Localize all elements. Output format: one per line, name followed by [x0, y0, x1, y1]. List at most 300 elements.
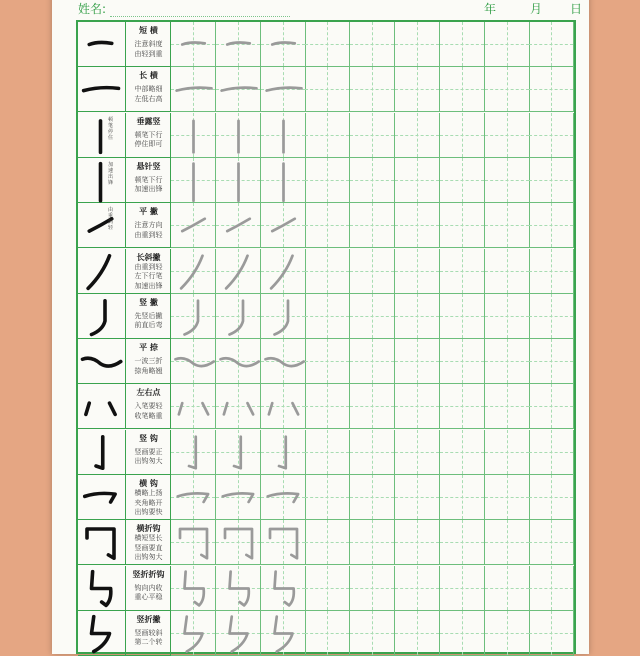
left-right-dots-stroke-icon [78, 384, 126, 429]
practice-cell[interactable] [171, 203, 216, 248]
stroke-tip-line: 中部略细 [134, 85, 163, 94]
practice-cell[interactable] [305, 22, 350, 67]
guide-line-vertical [372, 203, 373, 247]
practice-cell[interactable] [440, 203, 485, 248]
needle-vertical-trace-icon [171, 158, 216, 203]
practice-cell[interactable] [261, 249, 306, 294]
practice-cell[interactable] [350, 475, 395, 520]
stroke-title: 竖 撇 [139, 296, 158, 307]
practice-cell[interactable] [350, 22, 395, 67]
practice-cell[interactable] [485, 67, 530, 112]
guide-line-vertical [327, 203, 328, 247]
practice-cell[interactable] [395, 566, 440, 611]
flat-right-falling-stroke-icon [78, 339, 126, 384]
guide-line-vertical [551, 22, 552, 66]
guide-line-vertical [372, 249, 373, 293]
horizontal-turn-hook-trace-icon [171, 520, 216, 565]
practice-cell[interactable] [261, 22, 306, 67]
practice-cell[interactable] [171, 294, 216, 339]
practice-cell[interactable] [305, 475, 350, 520]
stroke-tip-line: 横短竖长 [134, 534, 163, 543]
vertical-turn-turn-hook-trace-icon [171, 566, 216, 611]
needle-vertical-trace-icon [261, 158, 306, 203]
guide-line-vertical [327, 566, 328, 610]
flat-right-falling-trace-icon [261, 339, 306, 384]
long-horizontal-demo-icon [78, 67, 123, 112]
vertical-turn-left-falling-trace-icon [261, 611, 306, 656]
vertical-left-falling-demo-icon [78, 294, 123, 339]
practice-cell[interactable] [305, 339, 350, 384]
stroke-tip-line: 先竖后撇 [134, 311, 163, 320]
guide-line-vertical [327, 339, 328, 383]
practice-cell[interactable] [440, 339, 485, 384]
stroke-description [126, 158, 171, 203]
stroke-title: 短 横 [139, 25, 158, 35]
practice-cell[interactable] [350, 113, 395, 158]
practice-cell[interactable] [305, 67, 350, 112]
practice-cell[interactable] [216, 384, 261, 429]
name-field[interactable] [110, 16, 290, 17]
guide-line-vertical [462, 566, 463, 610]
practice-cell[interactable] [395, 113, 440, 158]
practice-cell[interactable] [216, 113, 261, 158]
practice-cell[interactable] [216, 430, 261, 475]
stroke-tip-line: 横略上扬 [134, 489, 163, 497]
practice-cell[interactable] [216, 520, 261, 565]
practice-cell[interactable] [261, 611, 306, 656]
guide-line-vertical [327, 113, 328, 157]
practice-cell[interactable] [171, 611, 216, 656]
practice-cell[interactable] [440, 22, 485, 67]
stroke-row [78, 294, 574, 339]
guide-line-vertical [327, 475, 328, 519]
practice-cell[interactable] [529, 22, 574, 67]
guide-line-vertical [551, 113, 552, 157]
flat-left-falling-stroke-icon [78, 203, 126, 248]
vertical-hook-demo-icon [78, 430, 123, 475]
flat-left-falling-trace-icon [171, 203, 216, 248]
vertical-hook-trace-icon [216, 430, 261, 475]
short-horizontal-demo-icon [78, 22, 123, 67]
needle-vertical-trace-icon [216, 158, 261, 203]
practice-cell[interactable] [261, 158, 306, 203]
stroke-tip-line: 前直后弯 [134, 321, 163, 330]
stroke-description [126, 611, 171, 656]
practice-cell[interactable] [485, 475, 530, 520]
stroke-title: 横折钩 [136, 523, 161, 534]
practice-cell[interactable] [529, 475, 574, 520]
practice-cell[interactable] [171, 384, 216, 429]
practice-cell[interactable] [485, 249, 530, 294]
stroke-tip-line: 一波三折 [134, 357, 163, 366]
practice-cell[interactable] [216, 475, 261, 520]
practice-cell[interactable] [529, 611, 574, 656]
guide-line-vertical [507, 113, 508, 157]
guide-line-vertical [462, 203, 463, 247]
stroke-tip-line: 竖画较斜 [134, 628, 163, 637]
practice-cell[interactable] [485, 158, 530, 203]
practice-cell[interactable] [440, 294, 485, 339]
practice-cell[interactable] [395, 339, 440, 384]
practice-cell[interactable] [216, 294, 261, 339]
vertical-turn-left-falling-stroke-icon [78, 611, 126, 656]
practice-cell[interactable] [171, 22, 216, 67]
guide-line-vertical [462, 67, 463, 111]
dew-vertical-trace-icon [171, 113, 216, 158]
guide-line-vertical [507, 339, 508, 383]
guide-line-vertical [417, 22, 418, 66]
guide-line-vertical [372, 611, 373, 655]
practice-cell[interactable] [529, 430, 574, 475]
practice-cell[interactable] [395, 249, 440, 294]
stroke-tip-line: 入笔要轻 [134, 402, 163, 411]
stroke-tip-line: 竖画要直 [134, 543, 163, 552]
guide-line-vertical [417, 158, 418, 202]
practice-cell[interactable] [440, 520, 485, 565]
guide-line-vertical [507, 203, 508, 247]
horizontal-hook-trace-icon [261, 475, 306, 520]
practice-cell[interactable] [305, 203, 350, 248]
left-right-dots-trace-icon [216, 384, 261, 429]
stroke-title: 横 钩 [139, 478, 158, 488]
practice-cell[interactable] [485, 203, 530, 248]
practice-cell[interactable] [485, 520, 530, 565]
practice-cell[interactable] [395, 430, 440, 475]
stroke-tip-line: 左低右高 [134, 94, 163, 103]
practice-cell[interactable] [529, 158, 574, 203]
guide-line-vertical [327, 294, 328, 338]
practice-cell[interactable] [261, 113, 306, 158]
practice-cell[interactable] [395, 67, 440, 112]
practice-cell[interactable] [395, 611, 440, 656]
long-horizontal-trace-icon [216, 67, 261, 112]
practice-cell[interactable] [350, 384, 395, 429]
guide-line-vertical [462, 113, 463, 157]
practice-cell[interactable] [216, 158, 261, 203]
practice-cell[interactable] [261, 294, 306, 339]
guide-line-vertical [462, 384, 463, 428]
stroke-tip-line: 出钩要快 [134, 508, 163, 516]
guide-line-vertical [551, 294, 552, 338]
practice-cell[interactable] [395, 294, 440, 339]
vertical-turn-turn-hook-stroke-icon [78, 566, 126, 611]
stroke-tip-line: 夹角略开 [134, 498, 163, 507]
stroke-tip-line: 重心平稳 [134, 593, 163, 602]
stroke-description [126, 384, 171, 429]
guide-line-vertical [327, 384, 328, 428]
stroke-description [126, 294, 171, 339]
stroke-row [78, 158, 574, 203]
practice-cell[interactable] [529, 294, 574, 339]
name-label: 姓名: [78, 2, 107, 16]
practice-cell[interactable] [440, 113, 485, 158]
guide-line-vertical [507, 294, 508, 338]
practice-cell[interactable] [305, 430, 350, 475]
stroke-side-note: 顿笔停住 [108, 116, 114, 141]
stroke-tip-line: 停住即可 [134, 140, 163, 149]
practice-cell[interactable] [529, 249, 574, 294]
practice-cell[interactable] [305, 113, 350, 158]
practice-cell[interactable] [261, 203, 306, 248]
practice-cell[interactable] [440, 611, 485, 656]
guide-line-vertical [327, 67, 328, 111]
flat-right-falling-trace-icon [216, 339, 261, 384]
practice-cell[interactable] [395, 520, 440, 565]
practice-cell[interactable] [305, 566, 350, 611]
practice-cell[interactable] [350, 158, 395, 203]
practice-cell[interactable] [485, 566, 530, 611]
stroke-tip-line: 加速出锋 [134, 185, 163, 194]
practice-cell[interactable] [485, 611, 530, 656]
stroke-description [126, 203, 171, 248]
short-horizontal-trace-icon [171, 22, 216, 67]
practice-cell[interactable] [350, 520, 395, 565]
stroke-description [126, 520, 171, 565]
guide-line-vertical [507, 475, 508, 519]
stroke-title: 悬针竖 [136, 160, 161, 171]
long-left-falling-demo-icon [78, 249, 123, 294]
guide-line-vertical [372, 113, 373, 157]
guide-line-vertical [372, 384, 373, 428]
practice-cell[interactable] [216, 611, 261, 656]
guide-line-vertical [417, 384, 418, 428]
practice-cell[interactable] [261, 384, 306, 429]
guide-line-vertical [462, 294, 463, 338]
practice-grid [76, 20, 576, 654]
practice-cell[interactable] [395, 203, 440, 248]
dew-vertical-trace-icon [261, 113, 306, 158]
practice-cell[interactable] [440, 249, 485, 294]
stroke-tip-line: 加速出锋 [134, 281, 163, 290]
practice-cell[interactable] [395, 158, 440, 203]
practice-cell[interactable] [171, 520, 216, 565]
stroke-tip-line: 捺角略翘 [134, 366, 163, 375]
practice-cell[interactable] [485, 294, 530, 339]
stroke-tip-line: 左下行笔 [134, 272, 163, 280]
practice-cell[interactable] [216, 566, 261, 611]
practice-cell[interactable] [350, 611, 395, 656]
stroke-tip-line: 竖画要正 [134, 447, 163, 456]
practice-cell[interactable] [305, 520, 350, 565]
guide-line-vertical [372, 475, 373, 519]
practice-cell[interactable] [171, 158, 216, 203]
practice-cell[interactable] [261, 566, 306, 611]
practice-cell[interactable] [171, 249, 216, 294]
stroke-description [126, 339, 171, 384]
practice-cell[interactable] [305, 611, 350, 656]
practice-cell[interactable] [171, 113, 216, 158]
practice-cell[interactable] [440, 475, 485, 520]
guide-line-vertical [551, 384, 552, 428]
practice-cell[interactable] [485, 22, 530, 67]
practice-cell[interactable] [261, 520, 306, 565]
stroke-row [78, 430, 574, 475]
guide-line-vertical [417, 430, 418, 474]
guide-line-vertical [327, 611, 328, 655]
guide-line-vertical [507, 611, 508, 655]
practice-cell[interactable] [395, 22, 440, 67]
practice-cell[interactable] [440, 158, 485, 203]
guide-line-vertical [417, 113, 418, 157]
left-right-dots-trace-icon [171, 384, 216, 429]
guide-line-vertical [327, 22, 328, 66]
guide-line-vertical [551, 520, 552, 564]
practice-cell[interactable] [440, 384, 485, 429]
practice-cell[interactable] [171, 430, 216, 475]
stroke-row [78, 113, 574, 158]
stroke-tip-line: 注意方向 [134, 221, 163, 230]
stroke-title: 长斜撇 [136, 251, 161, 262]
practice-cell[interactable] [350, 339, 395, 384]
guide-line-vertical [462, 249, 463, 293]
practice-cell[interactable] [350, 294, 395, 339]
vertical-turn-left-falling-demo-icon [78, 611, 123, 656]
guide-line-vertical [551, 249, 552, 293]
guide-line-vertical [327, 158, 328, 202]
practice-cell[interactable] [529, 520, 574, 565]
stroke-title: 平 撇 [139, 206, 158, 217]
stroke-side-note: 由重到轻 [108, 207, 114, 232]
stroke-row [78, 22, 574, 67]
practice-cell[interactable] [261, 475, 306, 520]
guide-line-vertical [507, 520, 508, 564]
guide-line-vertical [507, 566, 508, 610]
vertical-turn-turn-hook-trace-icon [261, 566, 306, 611]
practice-cell[interactable] [171, 67, 216, 112]
practice-cell[interactable] [529, 339, 574, 384]
vertical-turn-turn-hook-trace-icon [216, 566, 261, 611]
practice-cell[interactable] [216, 339, 261, 384]
needle-vertical-stroke-icon [78, 158, 126, 203]
horizontal-turn-hook-stroke-icon [78, 520, 126, 565]
guide-line-vertical [372, 294, 373, 338]
long-horizontal-stroke-icon [78, 67, 126, 112]
stroke-description [126, 566, 171, 611]
vertical-left-falling-trace-icon [216, 294, 261, 339]
stroke-description [126, 113, 171, 158]
practice-cell[interactable] [305, 384, 350, 429]
practice-cell[interactable] [529, 67, 574, 112]
long-horizontal-trace-icon [171, 67, 216, 112]
practice-cell[interactable] [529, 566, 574, 611]
stroke-description [126, 249, 171, 294]
stroke-tip-line: 顿笔下行 [134, 175, 163, 184]
guide-line-vertical [417, 249, 418, 293]
practice-cell[interactable] [440, 67, 485, 112]
stroke-title: 竖 钩 [139, 432, 158, 443]
stroke-tip-line: 由重到轻 [134, 262, 163, 271]
guide-line-vertical [372, 22, 373, 66]
horizontal-turn-hook-trace-icon [261, 520, 306, 565]
vertical-turn-turn-hook-demo-icon [78, 566, 123, 611]
sheet-header [52, 0, 589, 18]
vertical-hook-stroke-icon [78, 430, 126, 475]
practice-cell[interactable] [529, 113, 574, 158]
practice-cell[interactable] [171, 566, 216, 611]
practice-cell[interactable] [485, 430, 530, 475]
dew-vertical-demo-icon [78, 113, 123, 158]
practice-cell[interactable] [305, 158, 350, 203]
stroke-title: 垂露竖 [136, 115, 161, 126]
guide-line-vertical [507, 430, 508, 474]
practice-cell[interactable] [485, 339, 530, 384]
practice-cell[interactable] [261, 67, 306, 112]
stroke-tip-line: 注意斜度 [134, 40, 163, 48]
guide-line-vertical [372, 67, 373, 111]
practice-sheet [52, 0, 589, 654]
stroke-tip-line: 顿笔下行 [134, 130, 163, 139]
flat-right-falling-demo-icon [78, 339, 123, 384]
practice-cell[interactable] [529, 384, 574, 429]
stroke-title: 长 横 [139, 70, 158, 81]
practice-cell[interactable] [395, 384, 440, 429]
guide-line-vertical [551, 158, 552, 202]
stroke-description [126, 67, 171, 112]
guide-line-vertical [372, 430, 373, 474]
vertical-left-falling-trace-icon [171, 294, 216, 339]
practice-cell[interactable] [350, 203, 395, 248]
practice-cell[interactable] [216, 203, 261, 248]
practice-cell[interactable] [216, 67, 261, 112]
guide-line-vertical [327, 520, 328, 564]
practice-cell[interactable] [171, 339, 216, 384]
practice-cell[interactable] [350, 566, 395, 611]
guide-line-vertical [417, 67, 418, 111]
practice-cell[interactable] [529, 203, 574, 248]
stroke-title: 竖折撇 [136, 613, 161, 624]
stroke-title: 竖折折钩 [132, 568, 165, 579]
stroke-tip-line: 第二个转 [134, 638, 163, 647]
long-left-falling-trace-icon [171, 249, 216, 294]
stroke-row [78, 520, 574, 565]
guide-line-vertical [417, 611, 418, 655]
dew-vertical-stroke-icon [78, 113, 126, 158]
guide-line-vertical [507, 67, 508, 111]
practice-cell[interactable] [350, 67, 395, 112]
guide-line-vertical [551, 67, 552, 111]
practice-cell[interactable] [350, 249, 395, 294]
practice-cell[interactable] [216, 22, 261, 67]
stroke-title: 平 捺 [139, 342, 158, 353]
short-horizontal-trace-icon [261, 22, 306, 67]
guide-line-vertical [417, 294, 418, 338]
stroke-description [126, 22, 171, 67]
practice-cell[interactable] [305, 294, 350, 339]
guide-line-vertical [417, 339, 418, 383]
guide-line-vertical [417, 566, 418, 610]
practice-cell[interactable] [261, 430, 306, 475]
practice-cell[interactable] [440, 430, 485, 475]
practice-cell[interactable] [440, 566, 485, 611]
guide-line-vertical [462, 611, 463, 655]
practice-cell[interactable] [395, 475, 440, 520]
year-label: 年 [484, 2, 497, 16]
stroke-tip-line: 出钩匆大 [134, 457, 163, 466]
guide-line-vertical [551, 611, 552, 655]
practice-cell[interactable] [485, 384, 530, 429]
guide-line-vertical [462, 520, 463, 564]
practice-cell[interactable] [305, 249, 350, 294]
practice-cell[interactable] [485, 113, 530, 158]
practice-cell[interactable] [350, 430, 395, 475]
guide-line-vertical [372, 339, 373, 383]
stroke-row [78, 249, 574, 294]
vertical-turn-left-falling-trace-icon [171, 611, 216, 656]
guide-line-vertical [551, 430, 552, 474]
practice-cell[interactable] [216, 249, 261, 294]
practice-cell[interactable] [261, 339, 306, 384]
practice-cell[interactable] [171, 475, 216, 520]
